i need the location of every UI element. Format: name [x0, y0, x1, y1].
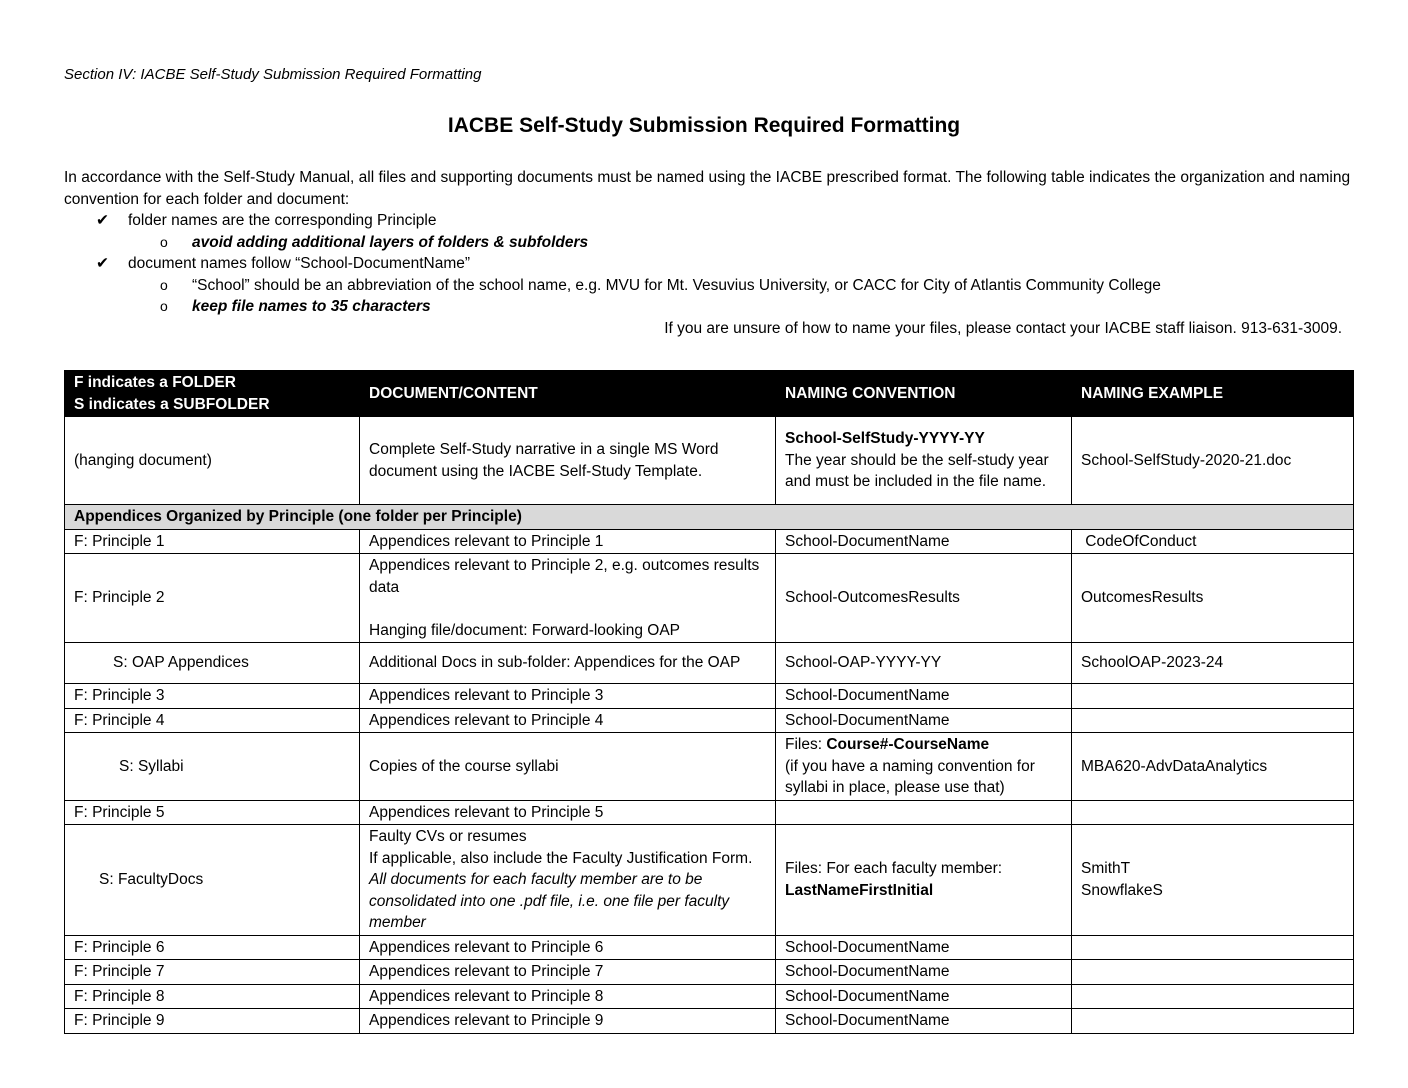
- example-cell: SchoolOAP-2023-24: [1072, 643, 1354, 684]
- convention-line: [785, 734, 1062, 756]
- folder-cell: F: Principle 1: [65, 529, 360, 554]
- example-line: SmithT: [1081, 860, 1131, 878]
- sub-bullet-icon: o: [160, 298, 168, 314]
- convention-cell: [776, 417, 1072, 505]
- folder-cell: F: Principle 3: [65, 684, 360, 709]
- example-cell: [1072, 800, 1354, 825]
- content-line: If applicable, also include the Faculty Justification Form.: [369, 849, 753, 867]
- table-row: [65, 708, 1354, 733]
- folder-cell: F: Principle 4: [65, 708, 360, 733]
- convention-prefix: Files:: [785, 736, 827, 753]
- convention-bold: School-SelfStudy-YYYY-YY: [785, 430, 985, 448]
- convention-cell: [776, 733, 1072, 801]
- table-row: [65, 643, 1354, 684]
- group-row: [65, 505, 1354, 530]
- content-cell: Appendices relevant to Principle 4: [360, 708, 776, 733]
- sub-bullet-text: “School” should be an abbreviation of the school name, e.g. MVU for Mt. Vesuvius University, or CACC for City of Atlantis Community College: [192, 276, 1161, 294]
- table-row: [65, 984, 1354, 1009]
- formatting-table: [64, 370, 1354, 1034]
- sub-bullet-text: keep file names to 35 characters: [192, 298, 431, 315]
- example-line: SnowflakeS: [1081, 881, 1163, 899]
- content-cell: Appendices relevant to Principle 1: [360, 529, 776, 554]
- table-row: [65, 733, 1354, 801]
- group-label: Appendices Organized by Principle (one folder per Principle): [65, 505, 1354, 530]
- content-cell: Appendices relevant to Principle 6: [360, 935, 776, 960]
- content-cell: Appendices relevant to Principle 7: [360, 960, 776, 985]
- content-cell: Appendices relevant to Principle 8: [360, 984, 776, 1009]
- example-cell: School-SelfStudy-2020-21.doc: [1072, 417, 1354, 505]
- table-row: [65, 800, 1354, 825]
- convention-cell: School-DocumentName: [776, 984, 1072, 1009]
- table-row: [65, 554, 1354, 643]
- content-cell: [360, 825, 776, 936]
- header-convention: NAMING CONVENTION: [776, 371, 1072, 417]
- convention-cell: School-DocumentName: [776, 529, 1072, 554]
- content-cell: Appendices relevant to Principle 9: [360, 1009, 776, 1034]
- example-cell: CodeOfConduct: [1072, 529, 1354, 554]
- content-line: Hanging file/document: Forward-looking OAP: [369, 621, 681, 639]
- convention-cell: School-DocumentName: [776, 708, 1072, 733]
- bullet-item: [64, 253, 1354, 275]
- table-row: [65, 935, 1354, 960]
- content-line: Appendices relevant to Principle 2, e.g. outcomes results data: [369, 557, 760, 596]
- folder-cell: F: Principle 6: [65, 935, 360, 960]
- convention-line: Files: For each faculty member:: [785, 860, 1003, 878]
- sub-bullet-item: [64, 275, 1354, 297]
- table-row: [65, 960, 1354, 985]
- table-row: [65, 529, 1354, 554]
- bullet-text: document names follow “School-DocumentName”: [128, 255, 471, 272]
- table-row: [65, 417, 1354, 505]
- intro: [64, 167, 1354, 339]
- convention-cell: School-OAP-YYYY-YY: [776, 643, 1072, 684]
- table-row: [65, 1009, 1354, 1034]
- convention-bold: Course#-CourseName: [826, 736, 990, 753]
- example-cell: MBA620-AdvDataAnalytics: [1072, 733, 1354, 801]
- section-header: Section IV: IACBE Self-Study Submission Required Formatting: [64, 66, 482, 83]
- convention-bold: LastNameFirstInitial: [785, 881, 934, 899]
- folder-cell: S: Syllabi: [65, 733, 360, 801]
- content-cell: Appendices relevant to Principle 5: [360, 800, 776, 825]
- header-example: NAMING EXAMPLE: [1072, 371, 1354, 417]
- table-row: [65, 825, 1354, 936]
- bullet-item: [64, 210, 1354, 232]
- check-icon: ✔: [96, 212, 109, 229]
- example-cell: OutcomesResults: [1072, 554, 1354, 643]
- convention-cell: School-OutcomesResults: [776, 554, 1072, 643]
- convention-cell: School-DocumentName: [776, 935, 1072, 960]
- sub-bullet-icon: o: [160, 276, 168, 293]
- convention-cell: School-DocumentName: [776, 684, 1072, 709]
- header-content: DOCUMENT/CONTENT: [360, 371, 776, 417]
- content-cell: Additional Docs in sub-folder: Appendices for the OAP: [360, 643, 776, 684]
- convention-note: (if you have a naming convention for syllabi in place, please use that): [785, 757, 1035, 796]
- contact-note: If you are unsure of how to name your files, please contact your IACBE staff liaison. 913-631-3009.: [664, 319, 1342, 337]
- sub-bullet-text: avoid adding additional layers of folders & subfolders: [192, 233, 589, 251]
- convention-cell: School-DocumentName: [776, 1009, 1072, 1034]
- example-cell: [1072, 984, 1354, 1009]
- folder-cell: F: Principle 5: [65, 800, 360, 825]
- folder-cell: S: FacultyDocs: [65, 825, 360, 936]
- example-cell: [1072, 935, 1354, 960]
- folder-cell: F: Principle 8: [65, 984, 360, 1009]
- convention-cell: School-DocumentName: [776, 960, 1072, 985]
- convention-cell: [776, 800, 1072, 825]
- check-icon: ✔: [96, 255, 109, 272]
- page-title: IACBE Self-Study Submission Required Formatting: [447, 114, 961, 137]
- spacer: [369, 598, 766, 620]
- convention-note: The year should be the self-study year and must be included in the file name.: [785, 451, 1049, 491]
- table-row: [65, 684, 1354, 709]
- folder-cell: F: Principle 2: [65, 554, 360, 643]
- folder-cell: F: Principle 9: [65, 1009, 360, 1034]
- sub-bullet-icon: o: [160, 233, 168, 250]
- content-cell: Complete Self-Study narrative in a single MS Word document using the IACBE Self-Study Template.: [360, 417, 776, 505]
- convention-cell: [776, 825, 1072, 936]
- table-header-row: [65, 371, 1354, 417]
- header-folder: [65, 371, 360, 417]
- bullet-list: [64, 210, 1354, 318]
- folder-cell: F: Principle 7: [65, 960, 360, 985]
- content-line: Faulty CVs or resumes: [369, 828, 527, 845]
- bullet-text: folder names are the corresponding Principle: [128, 212, 437, 229]
- content-italic: All documents for each faculty member are to be consolidated into one .pdf file, i.e. one file per faculty member: [369, 871, 730, 931]
- intro-paragraph: In accordance with the Self-Study Manual, all files and supporting documents must be named using the IACBE prescribed format. The following table indicates the organization and naming convention for each folder and document:: [64, 169, 1351, 208]
- header-subfolder-line: S indicates a SUBFOLDER: [74, 395, 270, 413]
- folder-cell: S: OAP Appendices: [65, 643, 360, 684]
- example-cell: [1072, 684, 1354, 709]
- sub-bullet-item: [64, 296, 1354, 318]
- example-cell: [1072, 708, 1354, 733]
- sub-bullet-item: [64, 232, 1354, 254]
- example-cell: [1072, 1009, 1354, 1034]
- content-cell: [360, 554, 776, 643]
- content-cell: Appendices relevant to Principle 3: [360, 684, 776, 709]
- example-cell: [1072, 960, 1354, 985]
- example-cell: [1072, 825, 1354, 936]
- folder-cell: (hanging document): [65, 417, 360, 505]
- content-cell: Copies of the course syllabi: [360, 733, 776, 801]
- header-folder-line: F indicates a FOLDER: [74, 374, 236, 391]
